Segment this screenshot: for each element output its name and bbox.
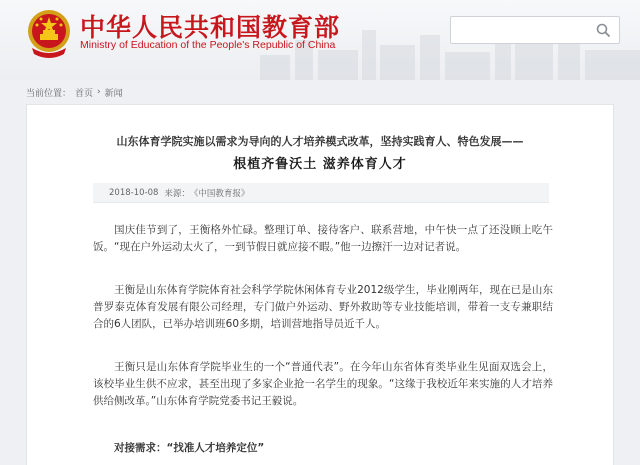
article-meta — [93, 183, 549, 203]
breadcrumb-news-link[interactable]: 新闻 — [104, 88, 123, 99]
article-date: 2018-10-08 — [109, 187, 159, 198]
article-paragraph-3: 王衡只是山东体育学院毕业生的一个“普通代表”。在今年山东省体育类毕业生见面双选会上，该校毕业生供不应求，甚至出现了多家企业抢一名学生的现象。“这缘于我校近年来实施的人才培养供给侧改革。”山东体育学院党委书记王毅说。 — [93, 361, 553, 407]
article-subheading: 对接需求：“找准人才培养定位” — [114, 442, 265, 454]
search-box — [450, 16, 620, 44]
site-subtitle: Ministry of Education of the People's Republic of China — [80, 39, 336, 51]
search-input[interactable] — [451, 17, 586, 43]
article-source-label: 来源： — [164, 188, 190, 199]
article-paragraph-2: 王衡是山东体育学院体育社会科学学院休闲体育专业2012级学生，毕业刚两年，现在已是山东普罗泰克体育发展有限公司经理，专门做户外运动、野外救助等专业技能培训，带着一支专兼职结合的6人团队，已举办培训班60多期，培训营地指导员近千人。 — [93, 284, 553, 330]
article-headline: 根植齐鲁沃土 滋养体育人才 — [233, 157, 407, 172]
search-button[interactable] — [587, 17, 619, 43]
breadcrumb-home-link[interactable]: 首页 — [75, 88, 94, 99]
article-source: 《中国教育报》 — [189, 188, 250, 199]
article-kicker: 山东体育学院实施以需求为导向的人才培养模式改革，坚持实践育人、特色发展—— — [116, 135, 524, 148]
national-emblem-icon[interactable] — [26, 8, 72, 60]
breadcrumb — [26, 84, 123, 100]
article-paragraph-1: 国庆佳节到了，王衡格外忙碌。整理订单、接待客户、联系营地，中午快一点了还没顾上吃午饭。“现在户外运动太火了，一到节假日就应接不暇。”他一边擦汗一边对记者说。 — [93, 224, 553, 253]
search-icon — [596, 23, 610, 37]
site-title: 中华人民共和国教育部 — [80, 13, 341, 42]
breadcrumb-prefix: 当前位置： — [26, 88, 72, 99]
article-panel — [26, 104, 614, 465]
site-header — [0, 0, 640, 80]
breadcrumb-separator: › — [97, 87, 101, 97]
